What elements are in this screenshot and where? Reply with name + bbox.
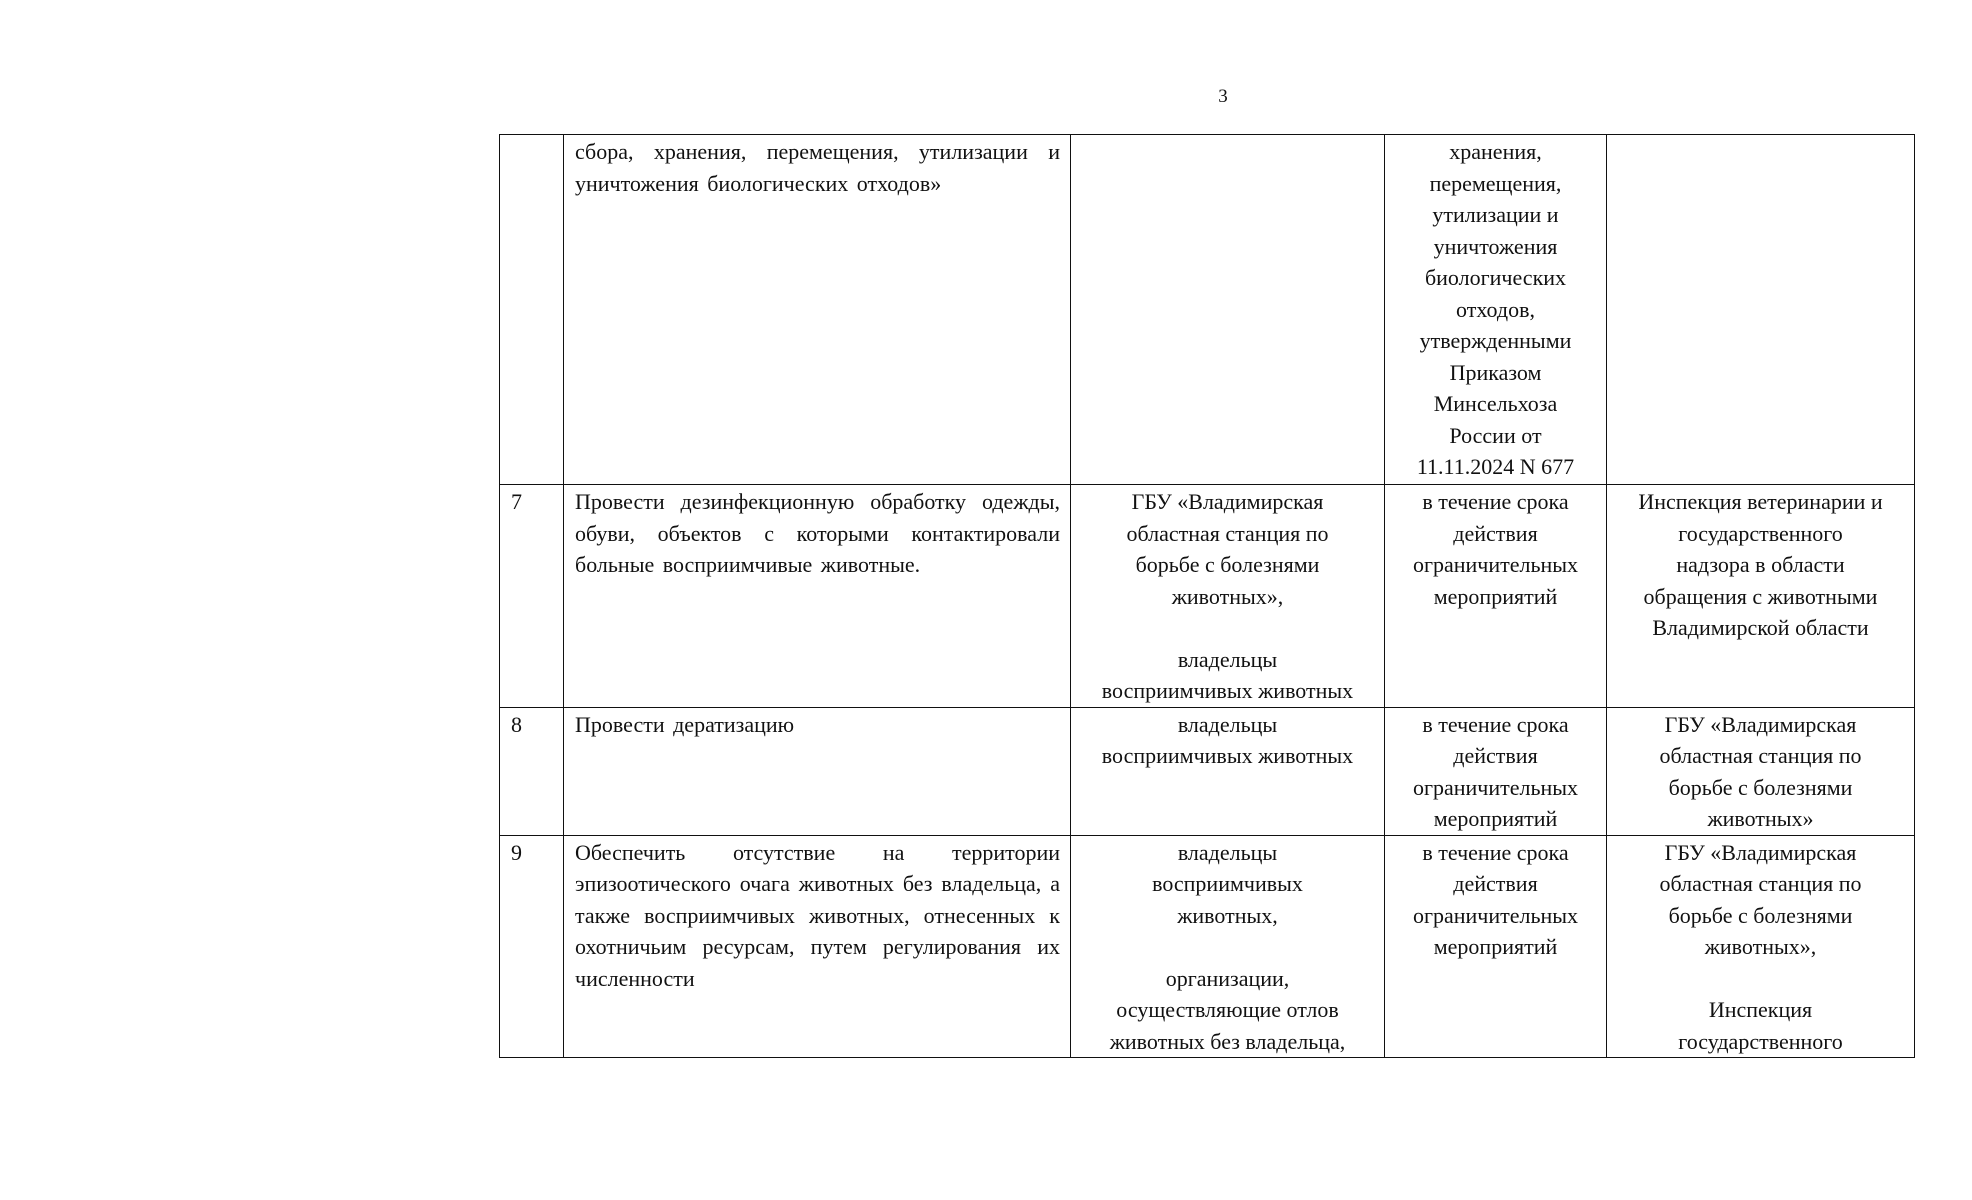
term-cell [1385, 835, 1607, 1058]
control-line: животных», [1704, 934, 1817, 959]
control-line: обращения с животными [1643, 583, 1878, 609]
term-line: перемещения, [1429, 170, 1562, 196]
term-cell [1385, 135, 1607, 485]
term-line: мероприятий [1433, 583, 1558, 609]
action-cell [564, 835, 1071, 1058]
executor-cell [1071, 135, 1385, 485]
term-line: действия [1453, 871, 1538, 896]
row-number-cell: 7 [500, 485, 564, 708]
table-row [500, 485, 1915, 708]
action-cell [564, 707, 1071, 835]
table-row [500, 135, 1915, 485]
control-line: надзора в области [1676, 552, 1845, 577]
executor-line: владельцы [1177, 839, 1278, 865]
control-cell [1607, 707, 1915, 835]
executor-line: владельцы [1177, 711, 1278, 737]
control-cell [1607, 835, 1915, 1058]
row-number-cell: 8 [500, 707, 564, 835]
action-cell [564, 135, 1071, 485]
executor-line: владельцы [1177, 646, 1278, 672]
term-cell [1385, 707, 1607, 835]
term-line: ограничительных [1412, 774, 1579, 800]
term-line: действия [1453, 520, 1538, 546]
term-line: России от [1449, 422, 1542, 448]
term-line: отходов, [1456, 296, 1535, 322]
term-line: Приказом [1449, 359, 1542, 385]
executor-cell [1071, 485, 1385, 708]
control-line: областная станция по [1659, 871, 1862, 896]
control-line: борьбе с болезнями [1668, 774, 1853, 800]
line-gap [1615, 963, 1906, 995]
page-number: 3 [1218, 86, 1228, 107]
executor-line: восприимчивых животных [1101, 678, 1354, 703]
term-cell [1385, 485, 1607, 708]
control-line: ГБУ «Владимирская [1664, 839, 1857, 865]
executor-line: животных», [1171, 583, 1284, 609]
control-line: государственного [1678, 1028, 1843, 1054]
control-line: животных» [1707, 806, 1814, 831]
term-line: ограничительных [1412, 552, 1579, 577]
term-line: Минсельхоза [1433, 391, 1558, 416]
term-line: в течение срока [1422, 489, 1569, 514]
executor-line: восприимчивых животных [1101, 743, 1354, 768]
term-line: мероприятий [1433, 934, 1558, 959]
action-text: Обеспечить отсутствие на территории эпизоотического очага животных без владельца, а также восприимчивых животных, отнесенных к охотничьим ресурсам, путем регулирования их численности [575, 839, 1060, 991]
line-gap [1079, 612, 1376, 644]
executor-line: ГБУ «Владимирская [1131, 489, 1324, 514]
control-line: Инспекция ветеринарии и [1638, 489, 1883, 514]
table-row [500, 707, 1915, 835]
executor-cell [1071, 707, 1385, 835]
executor-cell [1071, 835, 1385, 1058]
control-line: областная станция по [1659, 743, 1862, 768]
action-text: Провести дезинфекционную обработку одежды, обуви, объектов с которыми контактировали больные восприимчивые животные. [575, 489, 1060, 577]
executor-line: областная станция по [1126, 520, 1329, 546]
term-line: 11.11.2024 N 677 [1416, 454, 1575, 479]
term-line: мероприятий [1433, 806, 1558, 831]
control-cell [1607, 135, 1915, 485]
line-gap [1079, 931, 1376, 963]
control-line: государственного [1678, 520, 1843, 546]
term-line: утилизации и [1432, 202, 1559, 227]
executor-line: осуществляющие отлов [1116, 997, 1339, 1022]
row-number-cell [500, 135, 564, 485]
row-number-cell: 9 [500, 835, 564, 1058]
table-row [500, 835, 1915, 1058]
term-line: ограничительных [1412, 902, 1579, 928]
term-line: действия [1453, 743, 1538, 768]
executor-line: борьбе с болезнями [1135, 552, 1320, 577]
control-line: ГБУ «Владимирская [1664, 711, 1857, 737]
executor-line: животных без владельца, [1109, 1028, 1346, 1054]
term-line: утвержденными [1419, 328, 1572, 353]
action-text: Провести дератизацию [575, 711, 795, 737]
action-text: сбора, хранения, перемещения, утилизации и уничтожения биологических отходов» [575, 139, 1060, 196]
control-cell [1607, 485, 1915, 708]
measures-table [499, 134, 1915, 1058]
control-line: Инспекция [1708, 997, 1813, 1022]
control-line: борьбе с болезнями [1668, 902, 1853, 928]
term-line: уничтожения [1433, 233, 1558, 259]
control-line: Владимирской области [1652, 615, 1869, 640]
executor-line: организации, [1165, 965, 1290, 991]
executor-line: восприимчивых [1152, 871, 1303, 896]
term-line: в течение срока [1422, 711, 1569, 737]
executor-line: животных, [1177, 902, 1278, 928]
term-line: хранения, [1449, 139, 1542, 164]
term-line: в течение срока [1422, 839, 1569, 865]
term-line: биологических [1424, 265, 1567, 290]
action-cell [564, 485, 1071, 708]
